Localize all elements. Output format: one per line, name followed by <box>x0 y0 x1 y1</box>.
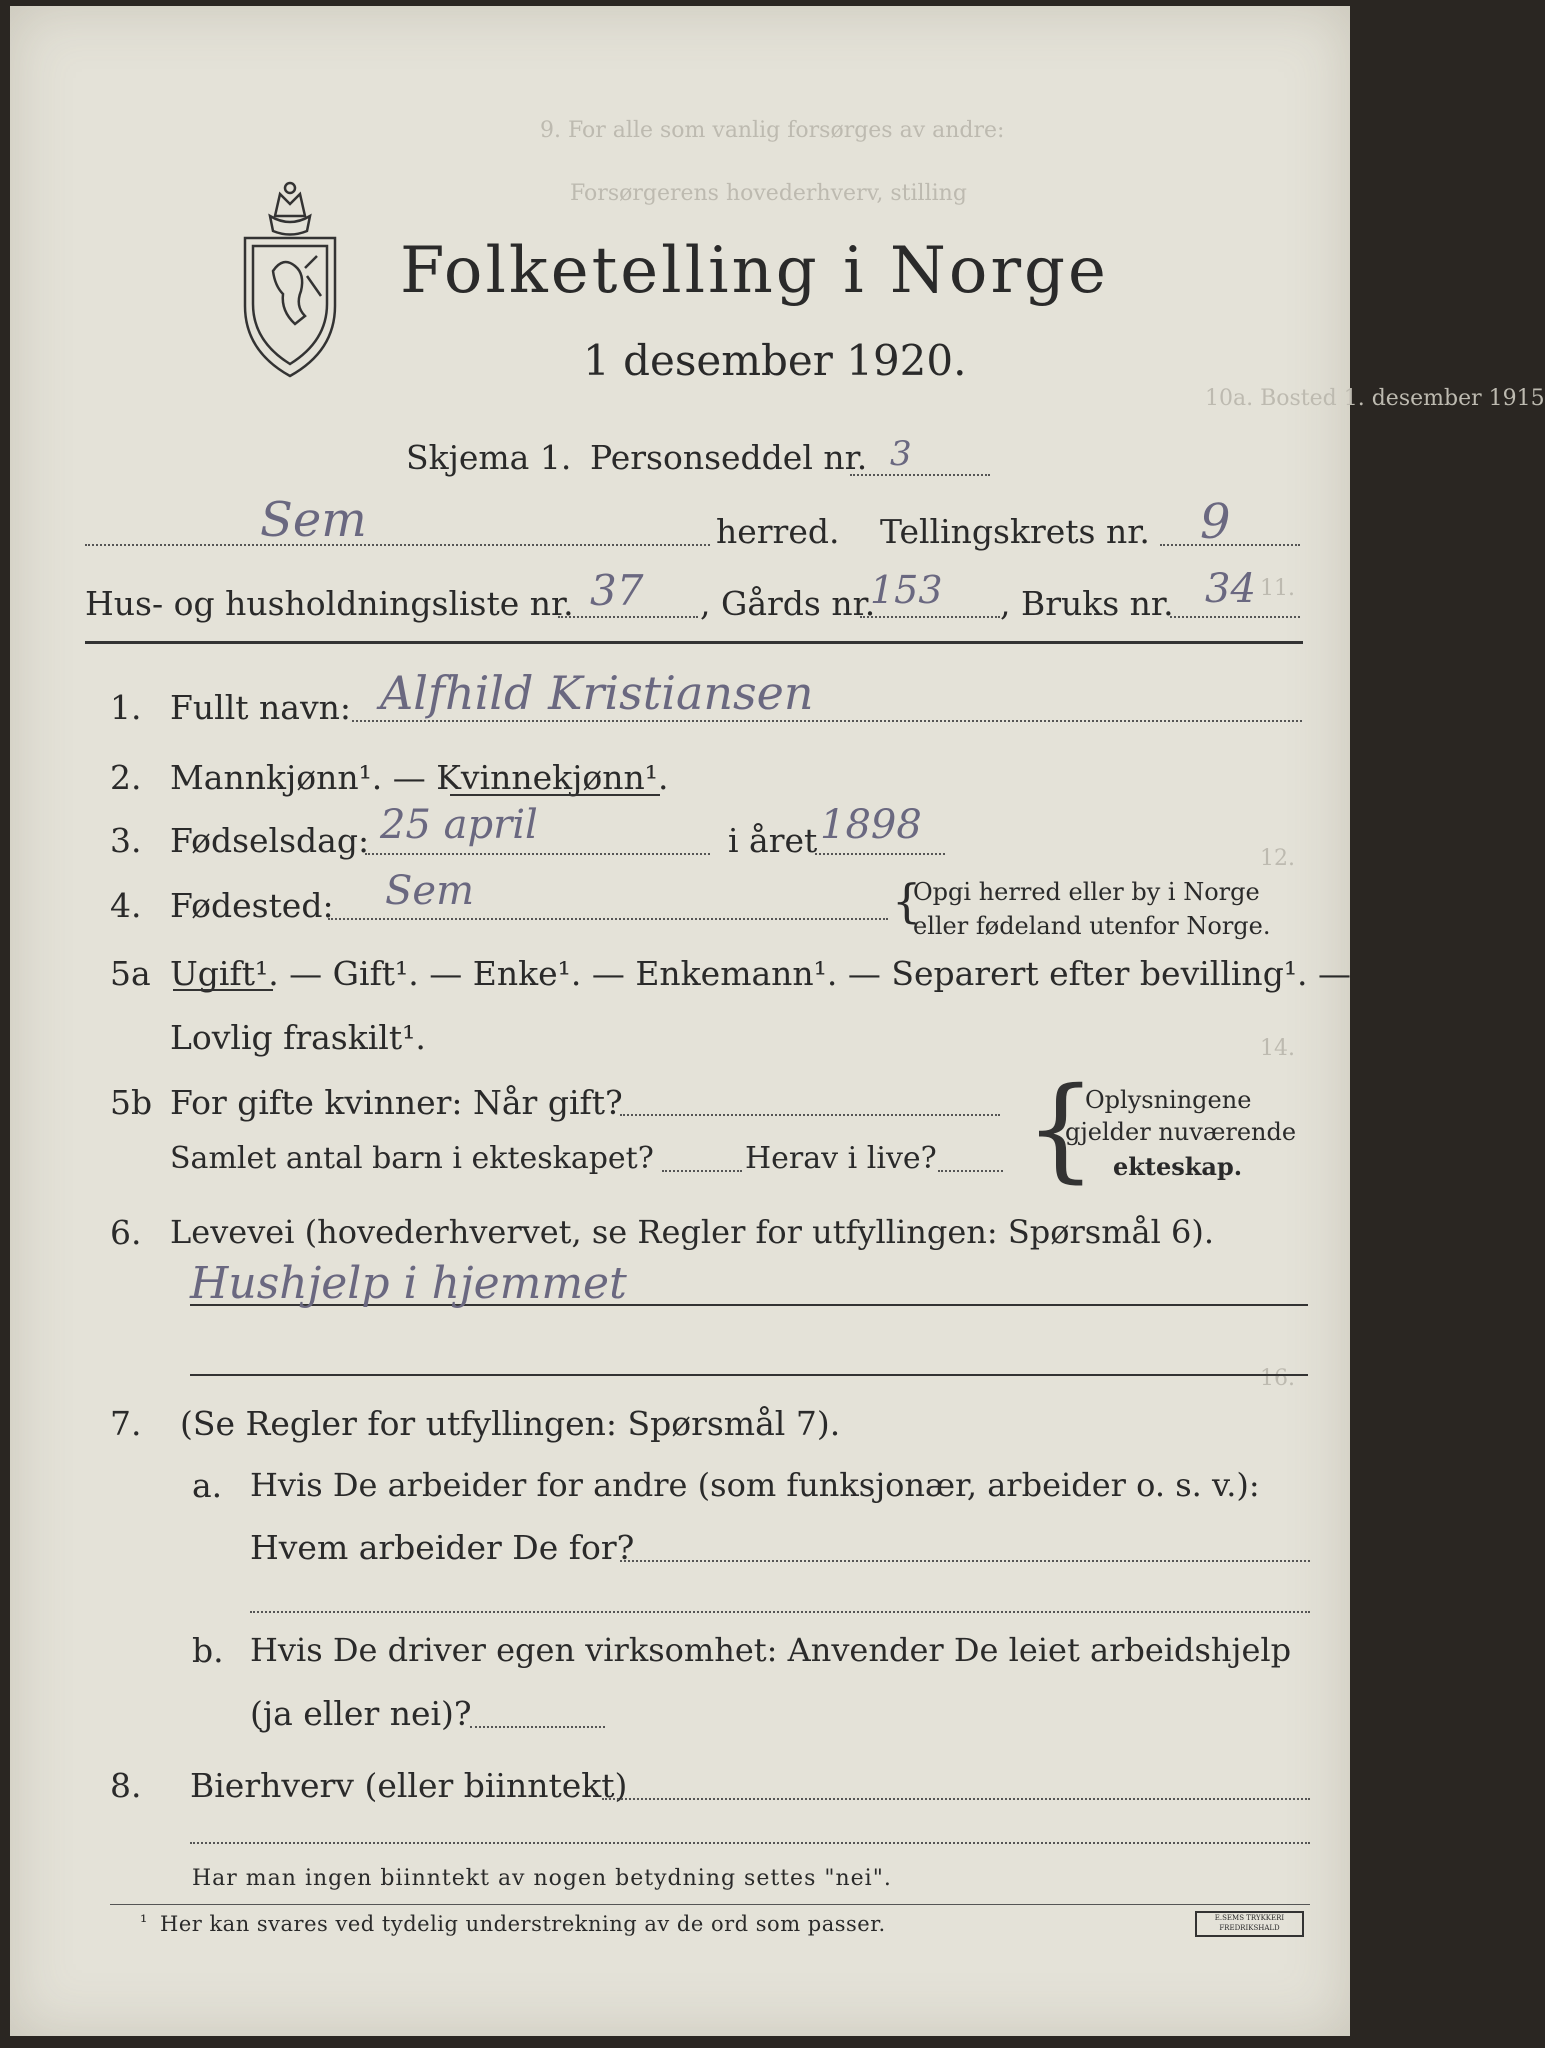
herred-value: Sem <box>260 492 367 548</box>
q7b-label2: (ja eller nei)? <box>250 1694 472 1733</box>
bleed-through-text: 10a. Bosted 1. desember 1915 <box>1205 386 1545 411</box>
q1-number: 1. <box>110 688 142 727</box>
q5b-note-line2: gjelder nuværende <box>1065 1118 1297 1146</box>
q7a-label: Hvis De arbeider for andre (som funksjonær, arbeider o. s. v.): <box>250 1466 1260 1504</box>
q7-number: 7. <box>110 1404 142 1443</box>
q1-label: Fullt navn: <box>170 688 351 727</box>
gards-label: , Gårds nr. <box>700 584 876 623</box>
q5b-children-label: Samlet antal barn i ekteskapet? <box>170 1141 654 1176</box>
biinntekt-note: Har man ingen biinntekt av nogen betydning settes "nei". <box>192 1866 892 1891</box>
tellingskrets-value: 9 <box>1200 494 1231 550</box>
bleed-through-text: 12. <box>1260 846 1295 871</box>
q4-note-line2: eller fødeland utenfor Norge. <box>913 912 1271 940</box>
printer-mark: E.SEMS TRYKKERI FREDRIKSHALD <box>1195 1911 1304 1937</box>
q5b-note-line1: Oplysningene <box>1085 1086 1252 1114</box>
q7b-label: Hvis De driver egen virksomhet: Anvender De leiet arbeidshjelp <box>250 1631 1292 1669</box>
q7b-line <box>470 1726 605 1728</box>
personseddel-value: 3 <box>890 434 912 474</box>
q7a-line2 <box>250 1611 1310 1613</box>
q2-number: 2. <box>110 758 142 797</box>
q3-label: Fødselsdag: <box>170 821 370 860</box>
herred-label: herred. <box>716 512 840 551</box>
bleed-through-text: 11. <box>1260 576 1295 601</box>
q4-birthplace: Sem <box>385 868 475 914</box>
q6-number: 6. <box>110 1213 142 1252</box>
q6-label: Levevei (hovederhvervet, se Regler for utfyllingen: Spørsmål 6). <box>170 1213 1215 1251</box>
q7a-number: a. <box>192 1466 223 1505</box>
q5a-number: 5a <box>110 954 151 993</box>
q4-brace: { <box>892 874 922 928</box>
q5b-note-line3: ekteskap. <box>1113 1152 1243 1181</box>
q3-year-label: i året <box>728 821 818 860</box>
q3-birth-year: 1898 <box>820 802 922 848</box>
q5b-married-line <box>620 1114 1000 1116</box>
q8-line1 <box>602 1798 1310 1800</box>
kvinnekjonn-underline <box>450 794 660 796</box>
q8-line2 <box>190 1842 1310 1844</box>
q4-line <box>328 918 888 920</box>
q7-label: (Se Regler for utfyllingen: Spørsmål 7). <box>180 1404 841 1443</box>
bleed-through-text: 16. <box>1260 1366 1295 1391</box>
q5b-alive-label: Herav i live? <box>745 1141 937 1176</box>
footnote-mark: ¹ <box>140 1912 148 1933</box>
q3-year-line <box>815 853 945 855</box>
footnote-text: Her kan svares ved tydelig understrekning av de ord som passer. <box>160 1912 886 1936</box>
bleed-through-text: Forsørgerens hovederhverv, stilling <box>570 181 967 206</box>
form-title: Folketelling i Norge <box>400 234 1109 308</box>
q1-line <box>352 720 1302 722</box>
q3-number: 3. <box>110 821 142 860</box>
bruks-line <box>1170 616 1300 618</box>
tellingskrets-label: Tellingskrets nr. <box>880 512 1150 551</box>
census-form-page <box>10 6 1545 2036</box>
gards-value: 153 <box>870 568 943 612</box>
norwegian-coat-of-arms-icon <box>235 176 345 386</box>
q7a-label2: Hvem arbeider De for? <box>250 1528 635 1567</box>
ugift-underline <box>173 989 273 991</box>
q5a-label: Ugift¹. — Gift¹. — Enke¹. — Enkemann¹. — Separert efter bevilling¹. — <box>170 954 1352 993</box>
hus-label: Hus- og husholdningsliste nr. <box>85 584 574 623</box>
bruks-label: , Bruks nr. <box>1000 584 1174 623</box>
q4-label: Fødested: <box>170 886 334 925</box>
q6-line2 <box>190 1374 1308 1376</box>
q5a-label2: Lovlig fraskilt¹. <box>170 1018 426 1057</box>
bruks-value: 34 <box>1205 566 1256 612</box>
form-date: 1 desember 1920. <box>583 336 967 385</box>
gards-line <box>860 616 1000 618</box>
q3-birth-date: 25 april <box>380 802 538 848</box>
footer-divider <box>110 1904 1310 1905</box>
q2-label: Mannkjønn¹. — Kvinnekjønn¹. <box>170 758 669 797</box>
skjema-label: Skjema 1. <box>406 438 572 477</box>
q7a-line1 <box>620 1560 1310 1562</box>
bleed-through-text: 9. For alle som vanlig forsørges av andre: <box>540 118 1005 143</box>
q3-date-line <box>365 853 710 855</box>
header-divider <box>85 641 1303 644</box>
bleed-through-text: 14. <box>1260 1036 1295 1061</box>
q5b-children-line <box>662 1170 742 1172</box>
q8-label: Bierhverv (eller biinntekt) <box>190 1766 628 1805</box>
q5b-number: 5b <box>110 1083 153 1122</box>
q5b-label: For gifte kvinner: Når gift? <box>170 1083 623 1122</box>
herred-line <box>85 544 710 546</box>
q7b-number: b. <box>192 1631 224 1670</box>
q5b-alive-line <box>938 1170 1003 1172</box>
hus-value: 37 <box>590 566 644 615</box>
q6-occupation: Hushjelp i hjemmet <box>190 1258 627 1309</box>
q4-number: 4. <box>110 886 142 925</box>
personseddel-line <box>850 474 990 476</box>
q8-number: 8. <box>110 1766 142 1805</box>
hus-line <box>558 616 698 618</box>
q1-full-name: Alfhild Kristiansen <box>380 666 814 720</box>
personseddel-label: Personseddel nr. <box>590 438 868 477</box>
q4-note-line1: Opgi herred eller by i Norge <box>913 878 1260 906</box>
q5b-brace: { <box>1025 1064 1097 1194</box>
